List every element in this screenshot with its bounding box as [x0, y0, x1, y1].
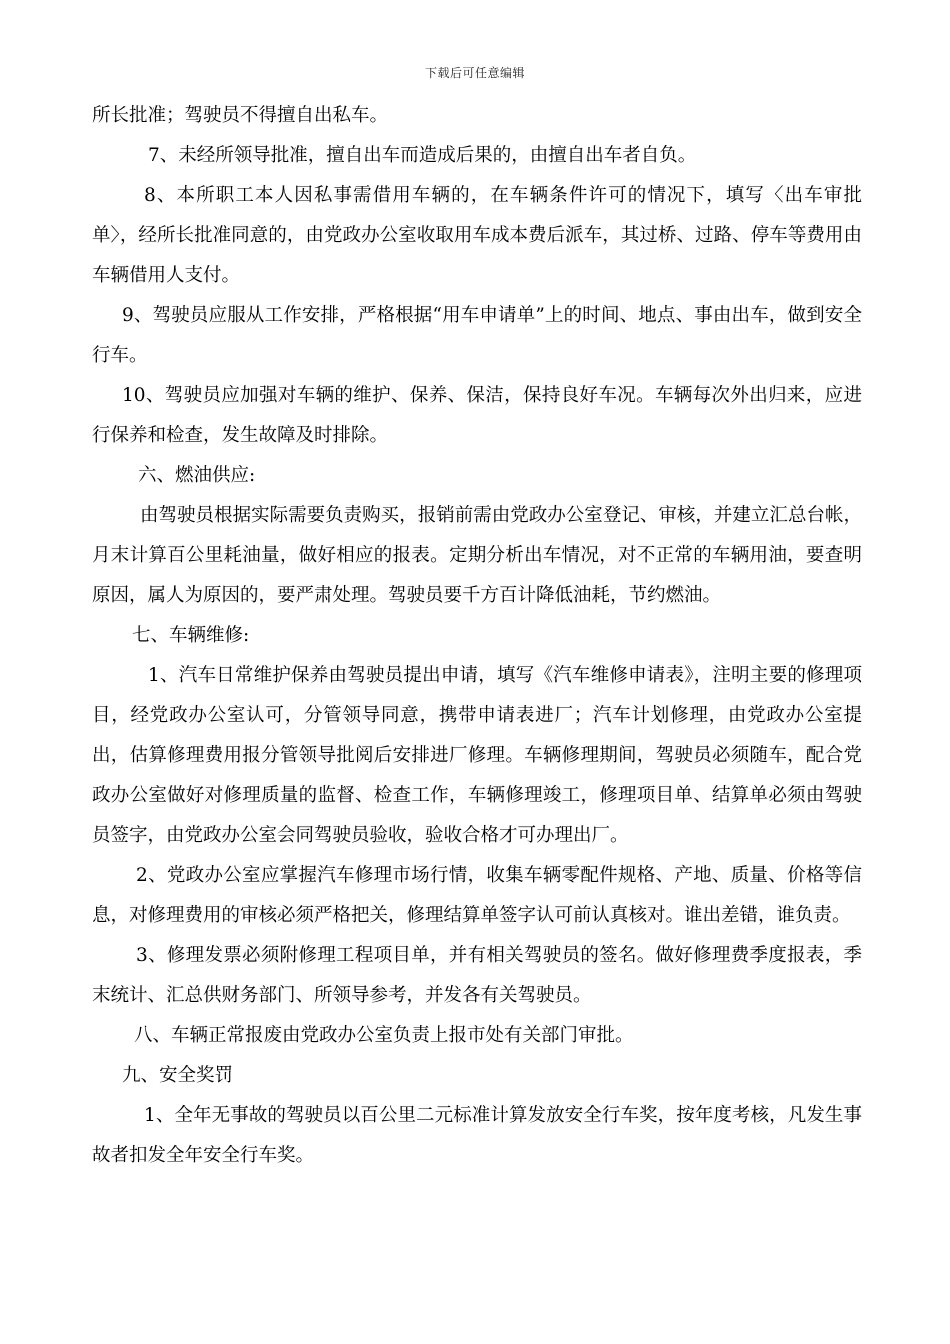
paragraph-approval-continued: 所长批准；驾驶员不得擅自出私车。	[92, 105, 389, 126]
page-header-note: 下载后可任意编辑	[424, 66, 525, 80]
paragraph-item-7: 7、未经所领导批准，擅自出车而造成后果的，由擅自出车者自负。	[148, 145, 697, 166]
paragraph-item-10: 10、驾驶员应加强对车辆的维护、保养、保洁，保持良好车况。车辆每次外出归来，应进行保养和检查，发生故障及时排除。	[92, 385, 862, 446]
paragraph-item-8: 8、本所职工本人因私事需借用车辆的，在车辆条件许可的情况下，填写〈出车审批单〉，经所长批准同意的，由党政办公室收取用车成本费后派车，其过桥、过路、停车等费用由车辆借用人支付。	[92, 185, 862, 286]
paragraph-repair-item-2: 2、党政办公室应掌握汽车修理市场行情，收集车辆零配件规格、产地、质量、价格等信息，对修理费用的审核必须严格把关，修理结算单签字认可前认真核对。谁出差错，谁负责。	[92, 865, 862, 926]
paragraph-fuel-supply: 由驾驶员根据实际需要负责购买，报销前需由党政办公室登记、审核，并建立汇总台帐，月末计算百公里耗油量，做好相应的报表。定期分析出车情况，对不正常的车辆用油，要查明原因，属人为原因的，要严肃处理。驾驶员要千方百计降低油耗，节约燃油。	[92, 505, 862, 606]
section-heading-fuel-supply: 六、燃油供应:	[138, 465, 256, 486]
section-heading-scrapping: 八、车辆正常报废由党政办公室负责上报市处有关部门审批。	[134, 1025, 634, 1046]
document-body	[92, 96, 862, 1176]
section-heading-safety-rewards: 九、安全奖罚	[122, 1065, 234, 1086]
paragraph-repair-item-1: 1、汽车日常维护保养由驾驶员提出申请，填写《汽车维修申请表》，注明主要的修理项目，经党政办公室认可，分管领导同意，携带申请表进厂；汽车计划修理，由党政办公室提出，估算修理费用报分管领导批阅后安排进厂修理。车辆修理期间，驾驶员必须随车，配合党政办公室做好对修理质量的监督、检查工作，车辆修理竣工，修理项目单、结算单必须由驾驶员签字，由党政办公室会同驾驶员验收，验收合格才可办理出厂。	[92, 665, 862, 846]
section-heading-vehicle-repair: 七、车辆维修:	[132, 625, 250, 646]
paragraph-repair-item-3: 3、修理发票必须附修理工程项目单，并有相关驾驶员的签名。做好修理费季度报表，季末统计、汇总供财务部门、所领导参考，并发各有关驾驶员。	[92, 945, 862, 1006]
paragraph-item-9: 9、驾驶员应服从工作安排，严格根据“用车申请单”上的时间、地点、事由出车，做到安全行车。	[92, 305, 862, 366]
paragraph-safety-item-1: 1、全年无事故的驾驶员以百公里二元标准计算发放安全行车奖，按年度考核，凡发生事故者扣发全年安全行车奖。	[92, 1105, 862, 1166]
